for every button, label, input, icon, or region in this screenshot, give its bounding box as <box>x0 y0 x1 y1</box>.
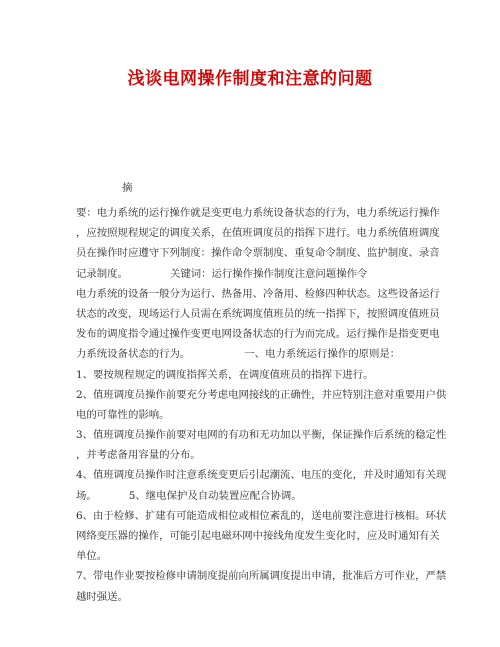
body-line: 电力系统的设备一般分为运行、热备用、冷备用、检修四种状态。这些设备运行 <box>76 287 440 300</box>
body-line: ，应按照规程规定的调度关系，在值班调度员的指挥下进行。电力系统值班调度 <box>76 227 440 240</box>
body-line-part: 记录制度。 <box>76 267 128 280</box>
body-line: 要：电力系统的运行操作就是变更电力系统设备状态的行为，电力系统运行操作 <box>76 207 440 219</box>
list-item: 网络变压器的操作，可能引起电磁环网中接线角度发生变化时，应及时通知有关 <box>76 530 440 542</box>
body-line <box>76 264 428 284</box>
keywords-line: 关键词：运行操作操作制度注意问题操作令 <box>169 267 368 280</box>
list-item <box>76 486 428 506</box>
document-body <box>76 203 447 607</box>
abstract-label: 摘 <box>122 182 133 194</box>
list-item: ，并考虑备用容量的分布。 <box>76 449 201 462</box>
body-line: 发布的调度指令通过操作变更电网设备状态的行为而完成。运行操作是指变更电 <box>76 328 440 341</box>
section-heading: 一、电力系统运行操作的原则是： <box>244 348 401 361</box>
body-line: 员在操作时应遵守下列制度：操作命令票制度、重复命令制度、监护制度、录音 <box>76 247 440 260</box>
list-item: 2、值班调度员操作前要充分考虑电网接线的正确性，并应特别注意对重要用户供 <box>76 388 447 401</box>
document-title: 浅谈电网操作制度和注意的问题 <box>127 69 373 89</box>
body-line: 状态的改变，现场运行人员需在系统调度值班员的统一指挥下，按照调度值班员 <box>76 307 440 320</box>
list-item: 越时强送。 <box>76 590 128 603</box>
body-line-part: 力系统设备状态的行为。 <box>76 348 191 361</box>
list-item-part: 场。 <box>76 489 97 502</box>
list-item: 1、要按规程规定的调度指挥关系，在调度值班员的指挥下进行。 <box>76 368 374 381</box>
list-item: 电的可靠性的影响。 <box>76 408 170 421</box>
body-line <box>76 344 428 364</box>
list-item-part: 5、继电保护及自动装置应配合协调。 <box>128 489 302 502</box>
list-item: 单位。 <box>76 550 108 563</box>
list-item: 6、由于检修、扩建有可能造成相位或相位紊乱的，送电前要注意进行核相。环状 <box>76 509 447 522</box>
list-item: 4、值班调度员操作时注意系统变更后引起潮流、电压的变化，并及时通知有关现 <box>76 469 447 482</box>
list-item: 3、值班调度员操作前要对电网的有功和无功加以平衡，保证操作后系统的稳定性 <box>76 429 447 442</box>
list-item: 7、带电作业要按检修申请制度提前向所属调度提出申请，批准后方可作业，严禁 <box>76 570 447 583</box>
